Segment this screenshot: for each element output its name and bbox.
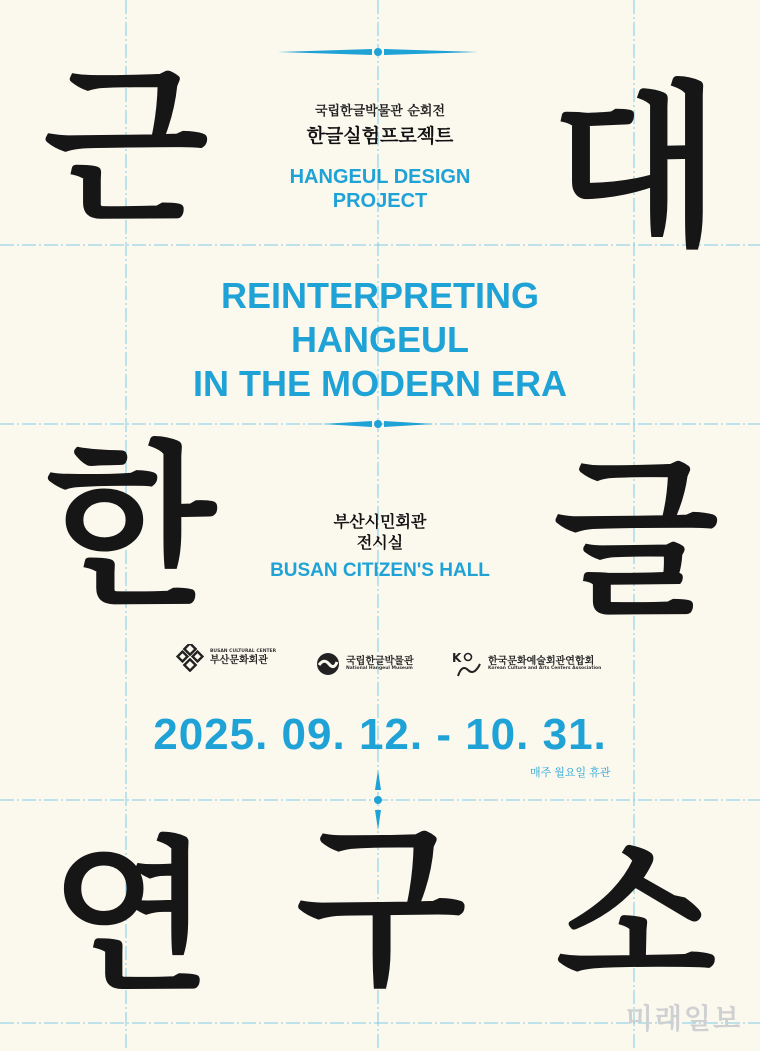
theme-line2: HANGEUL bbox=[291, 319, 469, 360]
char-so: 소 bbox=[556, 820, 714, 1014]
char-geun: 근 bbox=[43, 47, 207, 247]
char-yeon: 연 bbox=[51, 820, 209, 1014]
svg-text:K: K bbox=[452, 651, 462, 665]
project-title-en-line2: PROJECT bbox=[332, 190, 428, 212]
logo-national-hangeul-museum bbox=[316, 652, 414, 676]
kocaca-label: 한국문화예술회관연합회 bbox=[488, 656, 595, 668]
venue-name-en: BUSAN CITIZEN'S HALL bbox=[270, 560, 490, 581]
national-hangeul-museum-icon bbox=[316, 652, 340, 676]
watermark: 미래일보 bbox=[625, 1002, 742, 1035]
national-hangeul-museum-sub: National Hangeul Museum bbox=[346, 666, 413, 672]
char-han: 한 bbox=[46, 425, 214, 630]
project-title-ko: 한글실험프로젝트 bbox=[306, 125, 454, 147]
closed-day-note: 매주 월요일 휴관 bbox=[530, 767, 611, 779]
middle-ornament bbox=[322, 420, 434, 428]
venue-name-ko-line2: 전시실 bbox=[356, 533, 404, 552]
project-title-en-line1: HANGEUL DESIGN bbox=[289, 166, 471, 188]
theme-line1: REINTERPRETING bbox=[220, 275, 540, 316]
char-dae: 대 bbox=[551, 65, 719, 270]
theme-line3: IN THE MODERN ERA bbox=[192, 363, 567, 404]
kocaca-sub: Korean Culture and Arts Centers Association bbox=[488, 666, 602, 672]
busan-cultural-center-label: 부산문화회관 bbox=[210, 654, 268, 666]
venue-name-ko-line1: 부산시민회관 bbox=[333, 512, 427, 531]
logo-kocaca bbox=[452, 650, 601, 678]
top-ornament bbox=[278, 48, 478, 56]
organizer-label: 국립한글박물관 순회전 bbox=[314, 104, 446, 119]
busan-cultural-center-sub: BUSAN CULTURAL CENTER bbox=[210, 649, 277, 655]
busan-cultural-center-icon bbox=[176, 644, 204, 672]
char-geul: 글 bbox=[553, 440, 717, 640]
exhibition-dates: 2025. 09. 12. - 10. 31. bbox=[153, 710, 607, 759]
national-hangeul-museum-label: 국립한글박물관 bbox=[346, 656, 414, 668]
char-gu: 구 bbox=[296, 805, 464, 1010]
logo-busan-cultural-center bbox=[176, 644, 276, 672]
kocaca-icon bbox=[452, 650, 482, 678]
